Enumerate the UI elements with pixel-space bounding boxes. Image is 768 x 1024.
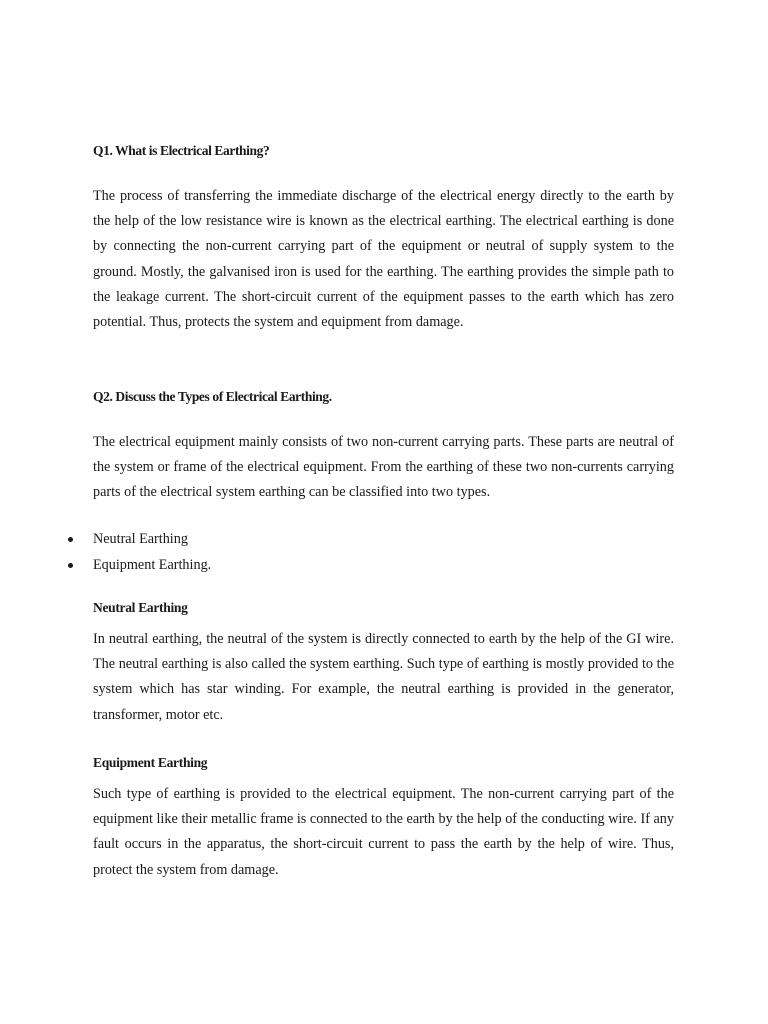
list-item	[0, 528, 768, 554]
bullet-icon	[68, 563, 73, 568]
list-item-label: Neutral Earthing	[93, 531, 188, 547]
equipment-earthing-paragraph: Such type of earthing is provided to the electrical equipment. The non-current carrying part of the equipment like their metallic frame is connected to the earth by the help of the conducting wire. If any fault occurs in the apparatus, the short-circuit current to pass the earth by the help of wire. Thus, protect the system from damage.	[93, 786, 674, 878]
equipment-earthing-heading: Equipment Earthing	[93, 755, 208, 770]
list-item	[0, 554, 768, 580]
neutral-earthing-heading: Neutral Earthing	[93, 600, 188, 615]
q2-heading: Q2. Discuss the Types of Electrical Earthing.	[93, 389, 332, 404]
earthing-types-list	[0, 528, 768, 580]
bullet-icon	[68, 537, 73, 542]
q1-paragraph: The process of transferring the immediate discharge of the electrical energy directly to the earth by the help of the low resistance wire is known as the electrical earthing. The electrical earthing is done by connecting the non-current carrying part of the equipment or neutral of supply system to the ground. Mostly, the galvanised iron is used for the earthing. The earthing provides the simple path to the leakage current. The short-circuit current of the equipment passes to the earth which has zero potential. Thus, protects the system and equipment from damage.	[93, 188, 674, 331]
list-item-label: Equipment Earthing.	[93, 557, 212, 573]
neutral-earthing-paragraph: In neutral earthing, the neutral of the system is directly connected to earth by the help of the GI wire. The neutral earthing is also called the system earthing. Such type of earthing is mostly provided to the system which has star winding. For example, the neutral earthing is provided in the generator, transformer, motor etc.	[93, 631, 674, 723]
q2-paragraph: The electrical equipment mainly consists of two non-current carrying parts. These parts are neutral of the system or frame of the electrical equipment. From the earthing of these two non-currents carrying parts of the electrical system earthing can be classified into two types.	[93, 434, 674, 501]
q1-heading: Q1. What is Electrical Earthing?	[93, 143, 270, 158]
